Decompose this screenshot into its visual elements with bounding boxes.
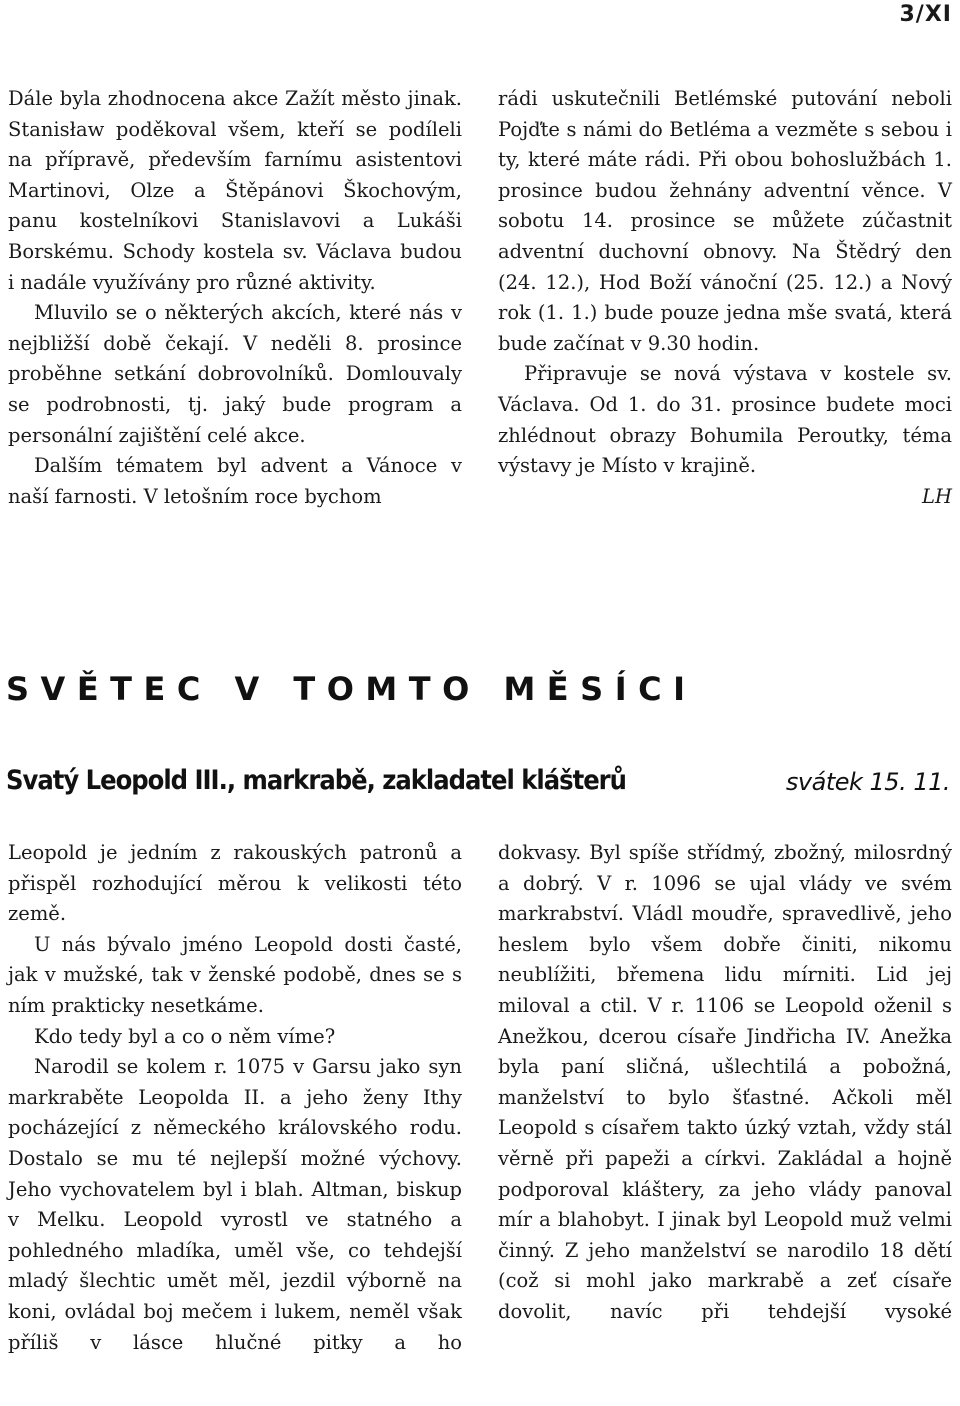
top-article-right-column [498,84,952,512]
paragraph: Mluvilo se o některých akcích, které nás v nejbližší době čekají. V neděli 8. prosince proběhne setkání dobrovolníků. Domlouvaly se podrobnosti, tj. jaký bude program a personální zajištění celé akce. [8,301,462,447]
saint-article-left-column [8,838,462,1358]
paragraph: Dále byla zhodnocena akce Zažít město jinak. Stanisław poděkoval všem, kteří se podíleli na přípravě, především farnímu asistentovi Martinovi, Olze a Štěpánovi Škochovým, panu kostelníkovi Stanislavovi a Lukáši Borskému. Schody kostela sv. Václava budou i nadále využívány pro různé aktivity. [8,87,462,294]
paragraph: Narodil se kolem r. 1075 v Garsu jako syn markraběte Leopolda II. a jeho ženy Ithy pocházející z německého královského rodu. Dostalo se mu té nejlepší možné výchovy. Jeho vychovatelem byl i blah. Altman, biskup v Melku. Leopold vyrostl ve statného a pohledného mladíka, uměl vše, co tehdejší mladý šlechtic umět měl, jezdil výborně na koni, ovládal boj mečem i lukem, neměl však příliš v lásce hlučné pitky a ho [8,1055,462,1354]
paragraph: dokvasy. Byl spíše střídmý, zbožný, milosrdný a dobrý. V r. 1096 se ujal vlády ve svém markrabství. Vládl moudře, spravedlivě, jeho heslem bylo všem dobře činiti, nikomu neublížiti, břemena lidu mírniti. Lid jej miloval a ctil. V r. 1106 se Leopold oženil s Anežkou, dcerou císaře Jindřicha IV. Anežka byla paní sličná, ušlechtilá a pobožná, manželství to bylo šťastné. Ačkoli měl Leopold s císařem takto úzký vztah, vždy stál věrně při papeži a církvi. Zakládal a hojně podporoval kláštery, za jeho vlády panoval mír a blahobyt. I jinak byl Leopold muž velmi činný. Z jeho manželství se narodilo 18 dětí (což si mohl jako markrabě a zeť císaře dovolit, navíc při tehdejší vysoké [498,841,952,1323]
author-signature: LH [922,484,952,508]
paragraph: Připravuje se nová výstava v kostele sv. Václava. Od 1. do 31. prosince budete moci zhlédnout obrazy Bohumila Peroutky, téma výstavy je Místo v krajině. [498,362,952,478]
feast-date: svátek 15. 11. [785,768,950,796]
section-heading: SVĚTEC V TOMTO MĚSÍCI [6,670,697,708]
paragraph: U nás bývalo jméno Leopold dosti časté, jak v mužské, tak v ženské podobě, dnes se s ním prakticky nesetkáme. [8,932,462,1017]
saint-article-right-column [498,838,952,1328]
paragraph: Dalším tématem byl advent a Vánoce v naší farnosti. V letošním roce bychom [8,454,462,508]
paragraph: Kdo tedy byl a co o něm víme? [34,1024,336,1048]
article-title: Svatý Leopold III., markrabě, zakladatel klášterů [6,765,626,796]
top-article-left-column [8,84,462,512]
paragraph: Leopold je jedním z rakouských patronů a přispěl rozhodující měrou k velikosti této země. [8,841,462,926]
page-number: 3/XI [899,2,952,27]
paragraph: rádi uskutečnili Betlémské putování neboli Pojďte s námi do Betléma a vezměte s sebou i ty, které máte rádi. Při obou bohoslužbách 1. prosince budou žehnány adventní věnce. V sobotu 14. prosince se můžete zúčastnit adventní duchovní obnovy. Na Štědrý den (24. 12.), Hod Boží vánoční (25. 12.) a Nový rok (1. 1.) bude pouze jedna mše svatá, která bude začínat v 9.30 hodin. [498,87,952,355]
